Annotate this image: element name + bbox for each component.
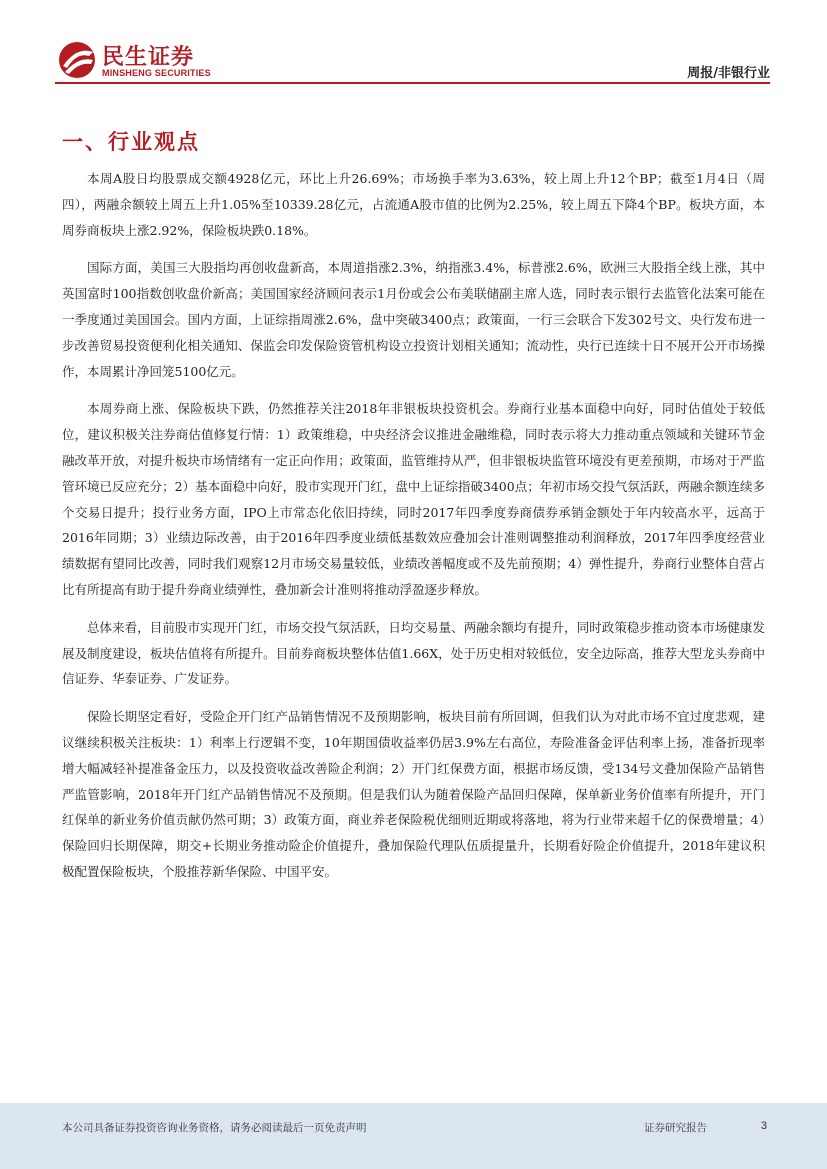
logo-chinese-name: 民生证券 xyxy=(102,45,195,70)
page-header xyxy=(0,0,827,90)
paragraph-market-overview: 本周A股日均股票成交额4928亿元，环比上升26.69%；市场换手率为3.63%，较上周上升12个BP；截至1月4日（周四），两融余额较上周五上升1.05%至10339.28亿元，占流通A股市值的比例为2.25%，较上周五下降4个BP。板块方面，本周券商板块上涨2.92%，保险板块跌0.18%。 xyxy=(62,171,765,238)
logo-english-name: MINSHENG SECURITIES xyxy=(102,68,211,78)
footer-doc-type: 证券研究报告 xyxy=(644,1122,707,1134)
page-footer xyxy=(0,1103,827,1169)
footer-disclaimer: 本公司具备证券投资咨询业务资格，请务必阅读最后一页免责声明 xyxy=(62,1122,367,1134)
paragraph-insurance: 保险长期坚定看好，受险企开门红产品销售情况不及预期影响，板块目前有所回调，但我们认为对此市场不宜过度悲观，建议继续积极关注板块：1）利率上行逻辑不变，10年期国债收益率仍居3.9%左右高位，寿险准备金评估利率上扬，准备折现率增大幅减轻补提准备金压力，以及投资收益改善险企利润；2）开门红保费方面，根据市场反馈，受134号文叠加保险产品销售严监管影响，2018年开门红产品销售情况不及预期。但是我们认为随着保险产品回归保障，保单新业务价值率有所提升，开门红保单的新业务价值贡献仍然可期；3）政策方面，商业养老保险税优细则近期或将落地，将为行业带来超千亿的保费增量；4）保险回归长期保障，期交+长期业务推动险企价值提升，叠加保险代理队伍质提量升，长期看好险企价值提升，2018年建议积极配置保险板块，个股推荐新华保险、中国平安。 xyxy=(62,709,765,879)
page-number: 3 xyxy=(760,1120,767,1132)
paragraph-international: 国际方面，美国三大股指均再创收盘新高，本周道指涨2.3%，纳指涨3.4%，标普涨2.6%，欧洲三大股指全线上涨，其中英国富时100指数创收盘价新高；美国国家经济顾问表示1月份或会公布美联储副主席人选，同时表示银行去监管化法案可能在一季度通过美国国会。国内方面，上证综指周涨2.6%，盘中突破3400点；政策面，一行三会联合下发302号文、央行发布进一步改善贸易投资便利化相关通知、保监会印发保险资管机构设立投资计划相关通知；流动性，央行已连续十日不展开公开市场操作，本周累计净回笼5100亿元。 xyxy=(62,260,765,379)
header-divider xyxy=(55,82,770,84)
body-content xyxy=(62,166,765,897)
report-type-label: 周报/非银行业 xyxy=(687,66,770,81)
paragraph-brokerage: 本周券商上涨、保险板块下跌，仍然推荐关注2018年非银板块投资机会。券商行业基本面稳中向好，同时估值处于较低位，建议积极关注券商估值修复行情：1）政策维稳，中央经济会议推进金融维稳，同时表示将大力推动重点领域和关键环节金融改革开放，对提升板块市场情绪有一定正向作用；政策面，监管维持从严，但非银板块监管环境没有更差预期，市场对于严监管环境已反应充分；2）基本面稳中向好，股市实现开门红，盘中上证综指破3400点；年初市场交投气氛活跃，两融余额连续多个交易日提升；投行业务方面，IPO上市常态化依旧持续，同时2017年四季度券商债券承销金额处于年内较高水平，远高于2016年同期；3）业绩边际改善，由于2016年四季度业绩低基数效应叠加会计准则调整推动利润释放，2017年四季度经营业绩数据有望同比改善，同时我们观察12月市场交易量较低，业绩改善幅度或不及先前预期；4）弹性提升，券商行业整体自营占比有所提高有助于提升券商业绩弹性，叠加新会计准则将推动浮盈逐步释放。 xyxy=(62,401,765,597)
minsheng-logo-icon xyxy=(55,40,99,80)
paragraph-summary: 总体来看，目前股市实现开门红，市场交投气氛活跃，日均交易量、两融余额均有提升，同时政策稳步推动资本市场健康发展及制度建设，板块估值将有所提升。目前券商板块整体估值1.66X，处于历史相对较低位，安全边际高，推荐大型龙头券商中信证券、华泰证券、广发证券。 xyxy=(62,619,765,687)
section-title: 一、行业观点 xyxy=(62,130,200,154)
